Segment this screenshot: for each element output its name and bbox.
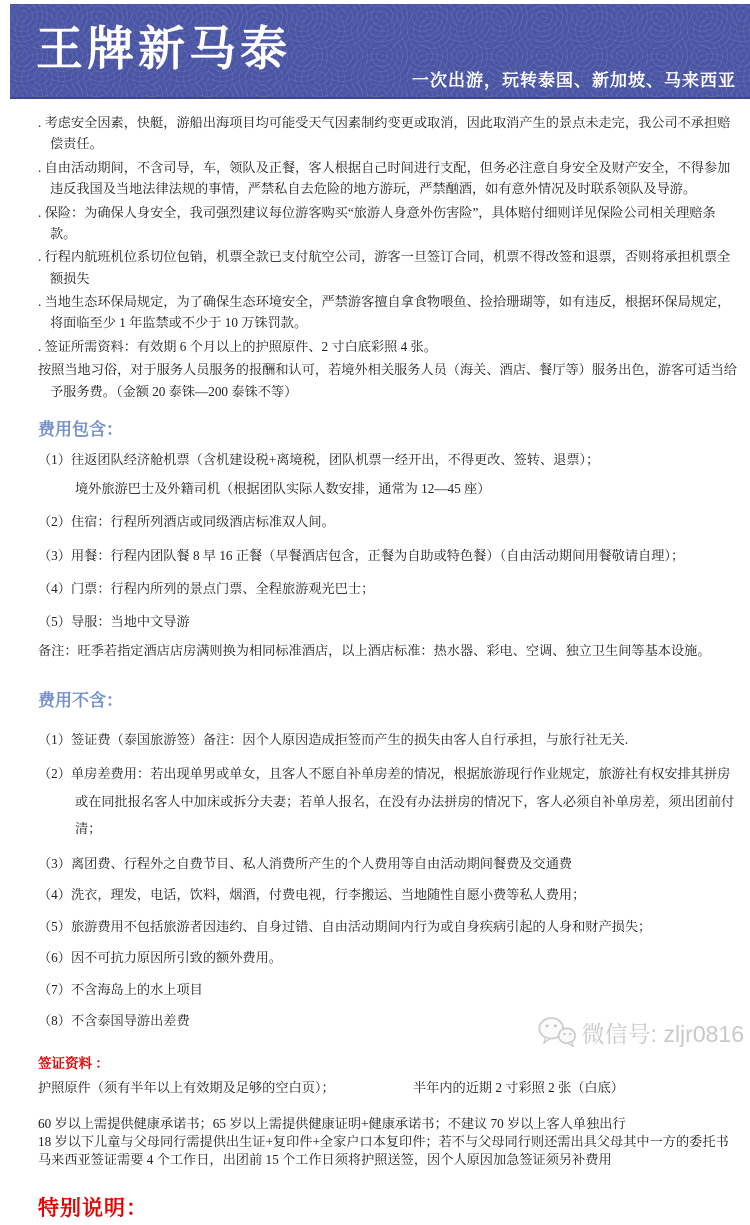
- item-text: 离团费、行程外之自费节目、私人消费所产生的个人费用等自由活动期间餐费及交通费: [70, 856, 573, 872]
- notes-section: [38, 112, 742, 402]
- note-paragraph: [38, 246, 742, 289]
- bullet: .: [38, 338, 42, 354]
- excluded-item-5: [38, 916, 742, 937]
- included-item-4: [38, 578, 742, 599]
- item-text: 单房差费用：若出现单男或单女，且客人不愿自补单房差的情况，根据旅游现行作业规定，旅游社有权安排其拼房或在同批报名客人中加床或拆分夫妻；若单人报名，在没有办法拼房的情况下，客人必须自补单房差，须出团前付清；: [70, 765, 735, 837]
- item-number: （1）: [38, 731, 71, 747]
- item-number: （4）: [38, 580, 71, 596]
- item-number: （2）: [38, 765, 71, 781]
- item-text: 用餐：行程内团队餐 8 早 16 正餐（早餐酒店包含，正餐为自助或特色餐）（自由活动期间用餐敬请自理）；: [70, 547, 685, 563]
- included-item-2: [38, 511, 742, 532]
- excluded-item-7: [38, 979, 742, 1000]
- visa-note-line: 马来西亚签证需要 4 个工作日，出团前 15 个工作日须将护照送签，因个人原因加急签证须另补费用: [38, 1152, 612, 1168]
- wechat-watermark: [537, 1016, 744, 1049]
- item-text: 旅游费用不包括旅游者因违约、自身过错、自由活动期间内行为或自身疾病引起的人身和财产损失；: [70, 918, 652, 934]
- included-item-5: [38, 611, 742, 632]
- item-text: 门票：行程内所列的景点门票、全程旅游观光巴士；: [70, 580, 375, 596]
- section-fees-excluded: [38, 687, 742, 1031]
- item-number: （3）: [38, 547, 71, 563]
- visa-note-line: 60 岁以上需提供健康承诺书；65 岁以上需提供健康证明+健康承诺书；不建议 70 岁以上客人单独出行: [38, 1115, 626, 1131]
- visa-note-line: 18 岁以下儿童与父母同行需提供出生证+复印件+全家户口本复印件；若不与父母同行则还需出具父母其中一方的委托书: [38, 1133, 729, 1149]
- special-instructions-heading: 特别说明：: [38, 1196, 148, 1221]
- note-text: 行程内航班机位系切位包销，机票全款已支付航空公司，游客一旦签订合同，机票不得改签和退票，否则将承担机票全额损失: [44, 249, 731, 286]
- item-text: 签证费（泰国旅游签）备注：因个人原因造成拒签而产生的损失由客人自行承担，与旅行社无关.: [70, 731, 629, 747]
- item-number: （7）: [38, 981, 71, 997]
- item-number: （1）: [38, 452, 71, 468]
- item-number: （5）: [38, 614, 71, 630]
- bullet: .: [38, 249, 42, 265]
- note-paragraph: [38, 336, 742, 357]
- item-number: （5）: [38, 918, 71, 934]
- note-paragraph: [38, 112, 742, 155]
- visa-section: [38, 1053, 742, 1169]
- included-remark: 备注：旺季若指定酒店店房满则换为相同标准酒店，以上酒店标准：热水器、彩电、空调、独立卫生间等基本设施。: [38, 642, 711, 658]
- section-heading-included: 费用包含：: [38, 419, 123, 439]
- note-paragraph: [38, 291, 742, 334]
- bullet: .: [38, 204, 42, 220]
- note-text: 当地生态环保局规定，为了确保生态环境安全，严禁游客擅自拿食物喂鱼、捡拾珊瑚等，如有违反，根据环保局规定，将面临至少 1 年监禁或不少于 10 万铢罚款。: [44, 294, 731, 331]
- bullet: .: [38, 115, 42, 130]
- excluded-item-6: [38, 947, 742, 968]
- visa-notes: [38, 1115, 742, 1170]
- note-text: 考虑安全因素，快艇，游船出海项目均可能受天气因素制约变更或取消，因此取消产生的景点未走完，我公司不承担赔偿责任。: [44, 115, 731, 152]
- visa-passport-line: 护照原件（须有半年以上有效期及足够的空白页）；: [38, 1080, 335, 1096]
- note-paragraph: [38, 359, 742, 402]
- note-text: 签证所需资料：有效期 6 个月以上的护照原件、2 寸白底彩照 4 张。: [44, 338, 437, 354]
- note-text: 保险：为确保人身安全，我司强烈建议每位游客购买“旅游人身意外伤害险”，具体赔付细则详见保险公司相关理赔条款。: [44, 204, 716, 241]
- item-number: （6）: [38, 950, 71, 966]
- included-item-1-line2: 境外旅游巴士及外籍司机（根据团队实际人数安排，通常为 12—45 座）: [75, 480, 491, 496]
- item-text: 往返团队经济舱机票（含机建设税+离境税，团队机票一经开出，不得更改、签转、退票）；: [70, 452, 600, 468]
- note-text: 自由活动期间，不含司导，车，领队及正餐，客人根据自己时间进行支配，但务必注意自身安全及财产安全，不得参加违反我国及当地法律法规的事情，严禁私自去危险的地方游玩，严禁酗酒，如有意外情况及时联系领队及导游。: [44, 159, 731, 197]
- included-item-1: [38, 449, 742, 470]
- item-number: （3）: [38, 856, 71, 872]
- item-text: 住宿：行程所列酒店或同级酒店标准双人间。: [70, 514, 335, 530]
- item-text: 导服：当地中文导游: [70, 614, 190, 630]
- visa-heading: 签证资料 ：: [38, 1056, 109, 1072]
- section-fees-included: [38, 416, 742, 661]
- document-body: [38, 112, 742, 1225]
- item-text: 因不可抗力原因所引致的额外费用。: [70, 950, 282, 966]
- bullet: .: [38, 294, 42, 309]
- wechat-id-text: 微信号: zljr0816: [581, 1021, 744, 1047]
- note-text: 按照当地习俗，对于服务人员服务的报酬和认可，若境外相关服务人员（海关、酒店、餐厅等）服务出色，游客可适当给予服务费。（金额 20 泰铢—200 泰铢不等）: [38, 362, 737, 399]
- excluded-item-3: [38, 853, 742, 874]
- excluded-item-2: [38, 760, 742, 843]
- item-number: （4）: [38, 887, 71, 903]
- excluded-item-4: [38, 884, 742, 905]
- item-number: （2）: [38, 514, 71, 530]
- section-heading-excluded: 费用不含：: [38, 691, 123, 711]
- page-subtitle: 一次出游，玩转泰国、新加坡、马来西亚: [412, 71, 736, 90]
- page-title: 王牌新马泰: [36, 22, 291, 75]
- excluded-item-1: [38, 729, 742, 750]
- item-text: 不含泰国导游出差费: [70, 1012, 190, 1028]
- visa-photo-line: 半年内的近期 2 寸彩照 2 张（白底）: [413, 1080, 624, 1096]
- wechat-icon: [537, 1016, 577, 1049]
- item-text: 不含海岛上的水上项目: [70, 981, 203, 997]
- included-item-3: [38, 545, 742, 566]
- item-text: 洗衣，理发，电话，饮料，烟酒，付费电视，行李搬运、当地随性自愿小费等私人费用；: [70, 887, 586, 903]
- note-paragraph: [38, 202, 742, 245]
- note-paragraph: [38, 157, 742, 200]
- item-number: （8）: [38, 1012, 71, 1028]
- visa-requirements-row: [38, 1077, 742, 1098]
- header-banner: [10, 4, 750, 99]
- bullet: .: [38, 159, 42, 175]
